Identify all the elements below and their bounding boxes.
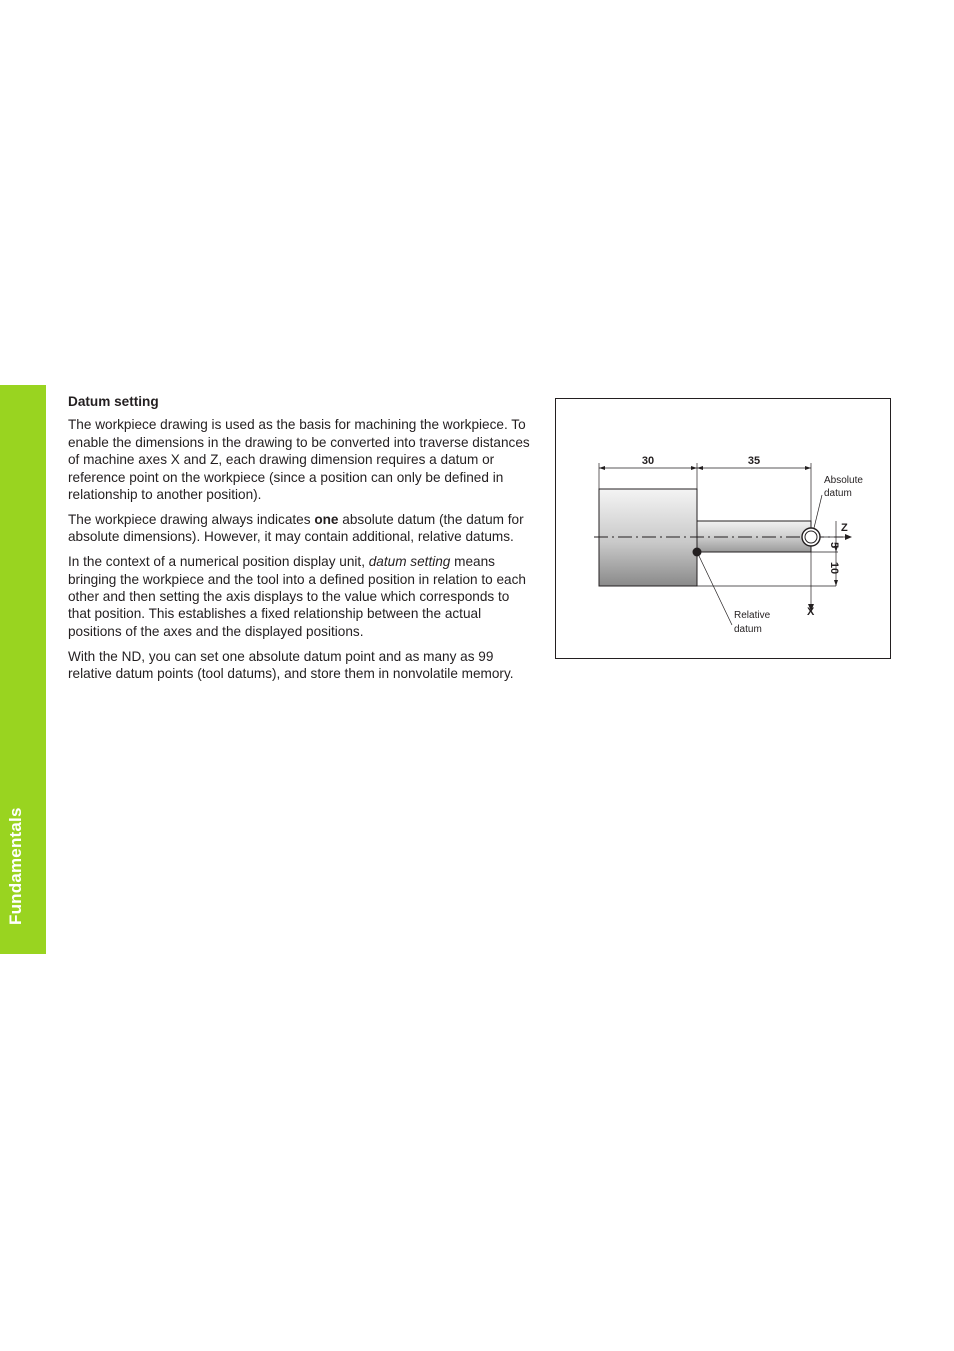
section-heading: Datum setting xyxy=(68,394,159,409)
x-axis-label: X xyxy=(807,606,815,618)
absolute-datum-label-1: Absolute xyxy=(824,475,863,486)
paragraph-2 xyxy=(68,511,533,546)
paragraph-3-text-end: means bringing the workpiece and the tool into a defined position in relation to each other and then setting the axis displays to the value which corresponds to that position. This establishes a fixed relationship between the actual positions of the axes and the displayed positions. xyxy=(68,554,526,639)
dimension-35-label: 35 xyxy=(747,455,761,467)
term-datum-setting: datum setting xyxy=(368,554,451,570)
arrowhead xyxy=(834,580,838,586)
article-body xyxy=(68,393,533,690)
absolute-datum-leader xyxy=(814,495,822,528)
paragraph-2-text: The workpiece drawing always indicates xyxy=(68,511,315,527)
workpiece-diagram xyxy=(556,399,892,660)
section-title: Fundamentals xyxy=(6,807,25,925)
arrowhead xyxy=(599,466,605,470)
workpiece-large-diameter xyxy=(599,489,697,586)
paragraph-3 xyxy=(68,553,533,640)
relative-datum-label-2: datum xyxy=(734,624,762,635)
z-axis-arrowhead xyxy=(845,534,852,540)
dimension-5-label: 5 xyxy=(828,541,840,549)
absolute-datum-label-2: datum xyxy=(824,488,852,499)
dimension-10-label: 10 xyxy=(828,561,840,575)
workpiece-small-diameter xyxy=(697,521,811,552)
arrowhead xyxy=(805,466,811,470)
emphasis-one: one xyxy=(314,511,339,527)
paragraph-4: With the ND, you can set one absolute datum point and as many as 99 relative datum points (tool datums), and store them in nonvolatile memory. xyxy=(68,648,514,682)
section-tab xyxy=(0,385,46,1334)
relative-datum-label-1: Relative xyxy=(734,610,771,621)
paragraph-1: The workpiece drawing is used as the basis for machining the workpiece. To enable the dimensions in the drawing to be converted into traverse distances of machine axes X and Z, each drawing dimension requires a datum or reference point on the workpiece (since a position can only be defined in relationship to another position). xyxy=(68,417,530,503)
page-number: 6 xyxy=(14,1309,27,1334)
arrowhead xyxy=(691,466,697,470)
paragraph-3-text: In the context of a numerical position display unit, xyxy=(68,554,369,570)
dimension-30-label: 30 xyxy=(641,455,655,467)
relative-datum-icon xyxy=(693,548,702,557)
arrowhead xyxy=(697,466,703,470)
datum-figure xyxy=(555,398,891,659)
relative-datum-leader xyxy=(699,556,732,625)
z-axis-label: Z xyxy=(841,522,848,534)
paragraph-2-text-end: absolute datum (the datum for absolute dimensions). However, it may contain additional, relative datums. xyxy=(68,511,524,545)
